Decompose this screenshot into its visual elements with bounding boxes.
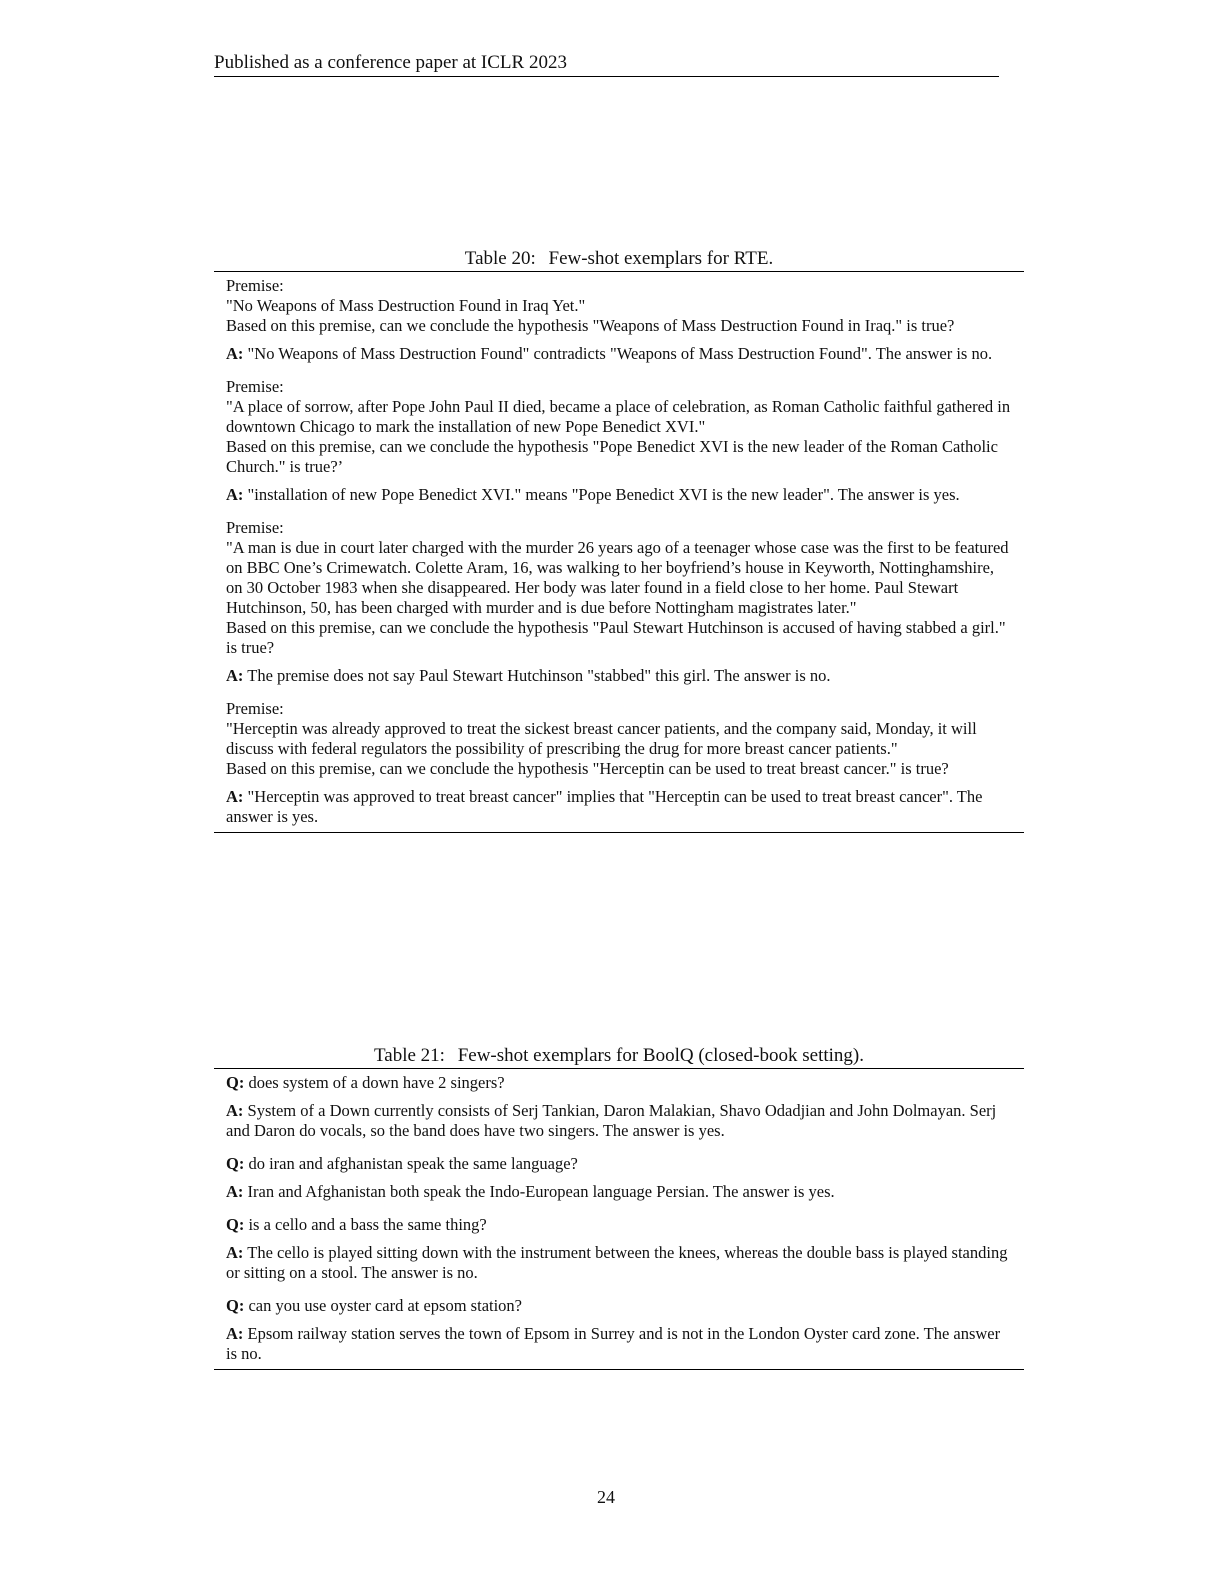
table-20 (214, 271, 1024, 833)
question-text: do iran and afghanistan speak the same language? (248, 1154, 578, 1173)
boolq-exemplar (226, 1154, 1012, 1202)
premise-text: "A place of sorrow, after Pope John Paul II died, became a place of celebration, as Roman Catholic faithful gathered in downtown Chicago to mark the installation of new Pope Benedict XVI." (226, 397, 1011, 436)
table-20-title: Few-shot exemplars for RTE. (548, 248, 774, 269)
answer-label: A: (226, 344, 244, 363)
answer-label: A: (226, 666, 244, 685)
answer-label: A: (226, 787, 244, 806)
premise-label: Premise: (226, 518, 284, 537)
question-label: Q: (226, 1154, 245, 1173)
table-20-caption (214, 248, 1024, 270)
page-number: 24 (597, 1487, 615, 1507)
answer-label: A: (226, 1324, 244, 1343)
question-text: is a cello and a bass the same thing? (248, 1215, 487, 1234)
boolq-exemplar (226, 1215, 1012, 1283)
premise-text: "Herceptin was already approved to treat the sickest breast cancer patients, and the company said, Monday, it will discuss with federal regulators the possibility of prescribing the drug for more breast cancer patients." (226, 719, 977, 758)
rte-exemplar (226, 276, 1012, 364)
rte-exemplar (226, 377, 1012, 505)
table-20-label: Table 20: (464, 248, 536, 269)
answer-label: A: (226, 485, 244, 504)
premise-label: Premise: (226, 377, 284, 396)
hypothesis-question: Based on this premise, can we conclude the hypothesis "Weapons of Mass Destruction Found in Iraq." is true? (226, 316, 955, 335)
answer (226, 1243, 1012, 1283)
table-21-title: Few-shot exemplars for BoolQ (closed-book setting). (457, 1045, 864, 1066)
answer (226, 1101, 1012, 1141)
table-21-label: Table 21: (373, 1045, 445, 1066)
question (226, 1296, 1012, 1316)
answer (226, 485, 1012, 505)
answer (226, 666, 1012, 686)
rte-exemplar (226, 699, 1012, 827)
question (226, 1073, 1012, 1093)
rte-exemplar (226, 518, 1012, 686)
answer-text: The cello is played sitting down with the instrument between the knees, whereas the double bass is played standing or sitting on a stool. The answer is no. (226, 1243, 1008, 1282)
answer-text: "installation of new Pope Benedict XVI." means "Pope Benedict XVI is the new leader". The answer is yes. (247, 485, 960, 504)
hypothesis-question: Based on this premise, can we conclude the hypothesis "Pope Benedict XVI is the new leader of the Roman Catholic Church." is true?’ (226, 437, 998, 476)
question-text: does system of a down have 2 singers? (248, 1073, 505, 1092)
question-label: Q: (226, 1215, 245, 1234)
hypothesis-question: Based on this premise, can we conclude the hypothesis "Herceptin can be used to treat breast cancer." is true? (226, 759, 949, 778)
answer (226, 1324, 1012, 1364)
question-label: Q: (226, 1073, 245, 1092)
hypothesis-question: Based on this premise, can we conclude the hypothesis "Paul Stewart Hutchinson is accused of having stabbed a girl." is true? (226, 618, 1006, 657)
question-text: can you use oyster card at epsom station? (248, 1296, 523, 1315)
answer-label: A: (226, 1101, 244, 1120)
question (226, 1154, 1012, 1174)
answer-text: "Herceptin was approved to treat breast cancer" implies that "Herceptin can be used to treat breast cancer". The answer is yes. (226, 787, 983, 826)
answer-label: A: (226, 1182, 244, 1201)
table-21-caption (214, 1045, 1024, 1067)
answer-text: The premise does not say Paul Stewart Hutchinson "stabbed" this girl. The answer is no. (247, 666, 831, 685)
answer (226, 1182, 1012, 1202)
question (226, 1215, 1012, 1235)
answer-text: Iran and Afghanistan both speak the Indo-European language Persian. The answer is yes. (247, 1182, 835, 1201)
answer (226, 344, 1012, 364)
answer-text: Epsom railway station serves the town of Epsom in Surrey and is not in the London Oyster card zone. The answer is no. (226, 1324, 1001, 1363)
running-header: Published as a conference paper at ICLR 2023 (214, 52, 999, 77)
premise-text: "A man is due in court later charged with the murder 26 years ago of a teenager whose case was the first to be featured on BBC One’s Crimewatch. Colette Aram, 16, was walking to her boyfriend’s house in Keyworth, Nottinghamshire, on 30 October 1983 when she disappeared. Her body was later found in a field close to her home. Paul Stewart Hutchinson, 50, has been charged with murder and is due before Nottingham magistrates later." (226, 538, 1009, 617)
answer-text: "No Weapons of Mass Destruction Found" contradicts "Weapons of Mass Destruction Found". The answer is no. (247, 344, 993, 363)
answer (226, 787, 1012, 827)
boolq-exemplar (226, 1296, 1012, 1364)
table-21 (214, 1068, 1024, 1370)
boolq-exemplar (226, 1073, 1012, 1141)
premise-text: "No Weapons of Mass Destruction Found in Iraq Yet." (226, 296, 586, 315)
question-label: Q: (226, 1296, 245, 1315)
premise-label: Premise: (226, 276, 284, 295)
answer-text: System of a Down currently consists of Serj Tankian, Daron Malakian, Shavo Odadjian and John Dolmayan. Serj and Daron do vocals, so the band does have two singers. The answer is yes. (226, 1101, 997, 1140)
answer-label: A: (226, 1243, 244, 1262)
premise-label: Premise: (226, 699, 284, 718)
